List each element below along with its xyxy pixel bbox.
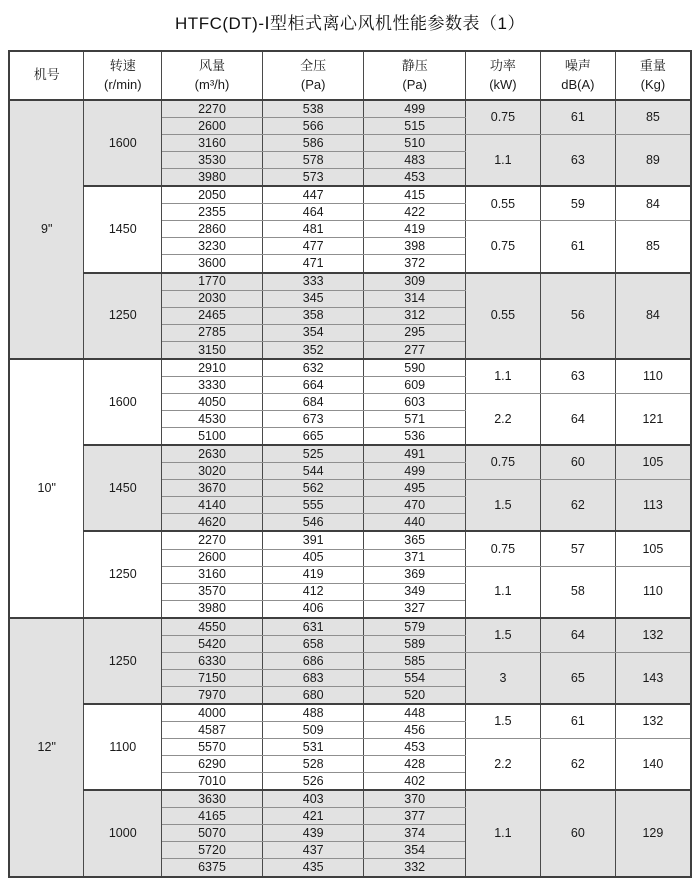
flow-cell: 2050 bbox=[162, 186, 263, 204]
speed-cell: 1450 bbox=[84, 186, 162, 272]
weight-cell: 84 bbox=[615, 186, 691, 221]
col-header-label: 全压 bbox=[300, 58, 327, 74]
total-pressure-cell: 405 bbox=[262, 549, 364, 566]
flow-cell: 3160 bbox=[162, 566, 263, 583]
total-pressure-cell: 546 bbox=[262, 514, 364, 532]
flow-cell: 4165 bbox=[162, 808, 263, 825]
total-pressure-cell: 632 bbox=[262, 359, 364, 377]
table-body bbox=[9, 100, 691, 877]
noise-cell: 58 bbox=[540, 566, 615, 618]
total-pressure-cell: 421 bbox=[262, 808, 364, 825]
power-cell: 1.1 bbox=[465, 135, 540, 187]
total-pressure-cell: 412 bbox=[262, 583, 364, 600]
static-pressure-cell: 515 bbox=[364, 118, 466, 135]
weight-cell: 110 bbox=[615, 566, 691, 618]
speed-cell: 1250 bbox=[84, 273, 162, 359]
performance-table bbox=[8, 50, 692, 878]
static-pressure-cell: 332 bbox=[364, 859, 466, 877]
col-header-4 bbox=[364, 51, 466, 100]
weight-cell: 129 bbox=[615, 790, 691, 877]
static-pressure-cell: 354 bbox=[364, 842, 466, 859]
noise-cell: 59 bbox=[540, 186, 615, 221]
total-pressure-cell: 528 bbox=[262, 756, 364, 773]
noise-cell: 62 bbox=[540, 739, 615, 791]
total-pressure-cell: 439 bbox=[262, 825, 364, 842]
power-cell: 0.75 bbox=[465, 221, 540, 273]
weight-cell: 143 bbox=[615, 652, 691, 704]
speed-cell: 1600 bbox=[84, 359, 162, 445]
flow-cell: 3160 bbox=[162, 135, 263, 152]
static-pressure-cell: 312 bbox=[364, 307, 466, 324]
table-row bbox=[9, 100, 691, 118]
power-cell: 0.75 bbox=[465, 445, 540, 480]
static-pressure-cell: 585 bbox=[364, 652, 466, 669]
total-pressure-cell: 345 bbox=[262, 290, 364, 307]
weight-cell: 121 bbox=[615, 393, 691, 445]
size-cell: 10" bbox=[9, 359, 84, 618]
power-cell: 1.1 bbox=[465, 566, 540, 618]
col-header-label: 重量 bbox=[639, 58, 666, 74]
static-pressure-cell: 428 bbox=[364, 756, 466, 773]
weight-cell: 105 bbox=[615, 531, 691, 566]
power-cell: 0.55 bbox=[465, 186, 540, 221]
total-pressure-cell: 419 bbox=[262, 566, 364, 583]
col-header-label: 机号 bbox=[33, 67, 60, 83]
static-pressure-cell: 483 bbox=[364, 152, 466, 169]
total-pressure-cell: 437 bbox=[262, 842, 364, 859]
noise-cell: 60 bbox=[540, 790, 615, 877]
col-header-label: 转速 bbox=[109, 58, 136, 74]
total-pressure-cell: 358 bbox=[262, 307, 364, 324]
total-pressure-cell: 586 bbox=[262, 135, 364, 152]
flow-cell: 3630 bbox=[162, 790, 263, 808]
total-pressure-cell: 680 bbox=[262, 686, 364, 704]
noise-cell: 57 bbox=[540, 531, 615, 566]
static-pressure-cell: 402 bbox=[364, 773, 466, 791]
table-row bbox=[9, 618, 691, 636]
noise-cell: 61 bbox=[540, 221, 615, 273]
table-header-row bbox=[9, 51, 691, 100]
static-pressure-cell: 520 bbox=[364, 686, 466, 704]
static-pressure-cell: 609 bbox=[364, 376, 466, 393]
total-pressure-cell: 391 bbox=[262, 531, 364, 549]
total-pressure-cell: 683 bbox=[262, 669, 364, 686]
noise-cell: 63 bbox=[540, 359, 615, 394]
flow-cell: 3980 bbox=[162, 600, 263, 618]
total-pressure-cell: 658 bbox=[262, 635, 364, 652]
flow-cell: 4000 bbox=[162, 704, 263, 722]
col-header-unit: (Kg) bbox=[640, 76, 666, 92]
speed-cell: 1100 bbox=[84, 704, 162, 790]
table-row bbox=[9, 359, 691, 377]
flow-cell: 6290 bbox=[162, 756, 263, 773]
power-cell: 3 bbox=[465, 652, 540, 704]
size-cell: 12" bbox=[9, 618, 84, 877]
noise-cell: 62 bbox=[540, 480, 615, 532]
col-header-unit: (Pa) bbox=[402, 76, 427, 92]
total-pressure-cell: 578 bbox=[262, 152, 364, 169]
total-pressure-cell: 526 bbox=[262, 773, 364, 791]
flow-cell: 7970 bbox=[162, 686, 263, 704]
static-pressure-cell: 372 bbox=[364, 255, 466, 273]
static-pressure-cell: 309 bbox=[364, 273, 466, 291]
speed-cell: 1000 bbox=[84, 790, 162, 877]
flow-cell: 3330 bbox=[162, 376, 263, 393]
static-pressure-cell: 371 bbox=[364, 549, 466, 566]
table-row bbox=[9, 186, 691, 204]
flow-cell: 7010 bbox=[162, 773, 263, 791]
total-pressure-cell: 488 bbox=[262, 704, 364, 722]
size-cell: 9" bbox=[9, 100, 84, 359]
flow-cell: 2270 bbox=[162, 531, 263, 549]
static-pressure-cell: 440 bbox=[364, 514, 466, 532]
noise-cell: 64 bbox=[540, 618, 615, 653]
noise-cell: 61 bbox=[540, 704, 615, 739]
flow-cell: 3980 bbox=[162, 169, 263, 187]
weight-cell: 89 bbox=[615, 135, 691, 187]
speed-cell: 1600 bbox=[84, 100, 162, 186]
static-pressure-cell: 571 bbox=[364, 410, 466, 427]
col-header-unit: (m³/h) bbox=[194, 76, 230, 92]
static-pressure-cell: 554 bbox=[364, 669, 466, 686]
col-header-label: 静压 bbox=[401, 58, 428, 74]
flow-cell: 4620 bbox=[162, 514, 263, 532]
noise-cell: 63 bbox=[540, 135, 615, 187]
total-pressure-cell: 406 bbox=[262, 600, 364, 618]
flow-cell: 2600 bbox=[162, 118, 263, 135]
total-pressure-cell: 435 bbox=[262, 859, 364, 877]
col-header-7 bbox=[615, 51, 691, 100]
total-pressure-cell: 471 bbox=[262, 255, 364, 273]
flow-cell: 4550 bbox=[162, 618, 263, 636]
flow-cell: 4530 bbox=[162, 410, 263, 427]
total-pressure-cell: 684 bbox=[262, 393, 364, 410]
page-title: HTFC(DT)-Ⅰ型柜式离心风机性能参数表（1） bbox=[175, 14, 525, 33]
total-pressure-cell: 352 bbox=[262, 341, 364, 359]
static-pressure-cell: 470 bbox=[364, 497, 466, 514]
static-pressure-cell: 370 bbox=[364, 790, 466, 808]
col-header-2 bbox=[162, 51, 263, 100]
weight-cell: 140 bbox=[615, 739, 691, 791]
flow-cell: 2270 bbox=[162, 100, 263, 118]
flow-cell: 5570 bbox=[162, 739, 263, 756]
static-pressure-cell: 327 bbox=[364, 600, 466, 618]
total-pressure-cell: 573 bbox=[262, 169, 364, 187]
total-pressure-cell: 673 bbox=[262, 410, 364, 427]
static-pressure-cell: 510 bbox=[364, 135, 466, 152]
total-pressure-cell: 333 bbox=[262, 273, 364, 291]
total-pressure-cell: 477 bbox=[262, 238, 364, 255]
flow-cell: 2465 bbox=[162, 307, 263, 324]
flow-cell: 4140 bbox=[162, 497, 263, 514]
static-pressure-cell: 495 bbox=[364, 480, 466, 497]
col-header-unit: (Pa) bbox=[300, 76, 326, 92]
table-row bbox=[9, 790, 691, 808]
total-pressure-cell: 538 bbox=[262, 100, 364, 118]
flow-cell: 2355 bbox=[162, 204, 263, 221]
flow-cell: 2600 bbox=[162, 549, 263, 566]
power-cell: 1.5 bbox=[465, 480, 540, 532]
static-pressure-cell: 277 bbox=[364, 341, 466, 359]
power-cell: 1.1 bbox=[465, 790, 540, 877]
flow-cell: 5720 bbox=[162, 842, 263, 859]
total-pressure-cell: 665 bbox=[262, 427, 364, 445]
weight-cell: 132 bbox=[615, 618, 691, 653]
flow-cell: 2030 bbox=[162, 290, 263, 307]
static-pressure-cell: 422 bbox=[364, 204, 466, 221]
noise-cell: 61 bbox=[540, 100, 615, 135]
flow-cell: 1770 bbox=[162, 273, 263, 291]
weight-cell: 113 bbox=[615, 480, 691, 532]
flow-cell: 4050 bbox=[162, 393, 263, 410]
weight-cell: 132 bbox=[615, 704, 691, 739]
total-pressure-cell: 354 bbox=[262, 324, 364, 341]
flow-cell: 3530 bbox=[162, 152, 263, 169]
noise-cell: 56 bbox=[540, 273, 615, 359]
power-cell: 2.2 bbox=[465, 739, 540, 791]
col-header-0 bbox=[9, 51, 84, 100]
flow-cell: 3020 bbox=[162, 463, 263, 480]
weight-cell: 110 bbox=[615, 359, 691, 394]
flow-cell: 2910 bbox=[162, 359, 263, 377]
flow-cell: 6330 bbox=[162, 652, 263, 669]
noise-cell: 64 bbox=[540, 393, 615, 445]
col-header-label: 噪声 bbox=[564, 58, 591, 74]
col-header-3 bbox=[262, 51, 364, 100]
static-pressure-cell: 374 bbox=[364, 825, 466, 842]
weight-cell: 84 bbox=[615, 273, 691, 359]
weight-cell: 105 bbox=[615, 445, 691, 480]
flow-cell: 3670 bbox=[162, 480, 263, 497]
static-pressure-cell: 491 bbox=[364, 445, 466, 463]
col-header-1 bbox=[84, 51, 162, 100]
total-pressure-cell: 544 bbox=[262, 463, 364, 480]
power-cell: 0.55 bbox=[465, 273, 540, 359]
flow-cell: 6375 bbox=[162, 859, 263, 877]
static-pressure-cell: 499 bbox=[364, 463, 466, 480]
noise-cell: 60 bbox=[540, 445, 615, 480]
col-header-unit: (kW) bbox=[489, 76, 517, 92]
flow-cell: 4587 bbox=[162, 722, 263, 739]
flow-cell: 5070 bbox=[162, 825, 263, 842]
flow-cell: 2860 bbox=[162, 221, 263, 238]
col-header-unit: dB(A) bbox=[561, 76, 595, 92]
speed-cell: 1250 bbox=[84, 531, 162, 617]
header-row bbox=[9, 51, 691, 100]
flow-cell: 2785 bbox=[162, 324, 263, 341]
static-pressure-cell: 377 bbox=[364, 808, 466, 825]
power-cell: 0.75 bbox=[465, 531, 540, 566]
flow-cell: 5100 bbox=[162, 427, 263, 445]
power-cell: 1.5 bbox=[465, 618, 540, 653]
static-pressure-cell: 579 bbox=[364, 618, 466, 636]
total-pressure-cell: 562 bbox=[262, 480, 364, 497]
power-cell: 2.2 bbox=[465, 393, 540, 445]
total-pressure-cell: 509 bbox=[262, 722, 364, 739]
total-pressure-cell: 525 bbox=[262, 445, 364, 463]
total-pressure-cell: 566 bbox=[262, 118, 364, 135]
total-pressure-cell: 481 bbox=[262, 221, 364, 238]
table-row bbox=[9, 445, 691, 463]
weight-cell: 85 bbox=[615, 100, 691, 135]
col-header-label: 功率 bbox=[489, 58, 516, 74]
total-pressure-cell: 403 bbox=[262, 790, 364, 808]
table-row bbox=[9, 704, 691, 722]
static-pressure-cell: 398 bbox=[364, 238, 466, 255]
total-pressure-cell: 631 bbox=[262, 618, 364, 636]
static-pressure-cell: 419 bbox=[364, 221, 466, 238]
power-cell: 0.75 bbox=[465, 100, 540, 135]
static-pressure-cell: 590 bbox=[364, 359, 466, 377]
flow-cell: 3230 bbox=[162, 238, 263, 255]
static-pressure-cell: 415 bbox=[364, 186, 466, 204]
weight-cell: 85 bbox=[615, 221, 691, 273]
flow-cell: 3600 bbox=[162, 255, 263, 273]
flow-cell: 2630 bbox=[162, 445, 263, 463]
col-header-5 bbox=[465, 51, 540, 100]
flow-cell: 5420 bbox=[162, 635, 263, 652]
static-pressure-cell: 349 bbox=[364, 583, 466, 600]
static-pressure-cell: 536 bbox=[364, 427, 466, 445]
static-pressure-cell: 499 bbox=[364, 100, 466, 118]
power-cell: 1.1 bbox=[465, 359, 540, 394]
col-header-label: 风量 bbox=[199, 58, 226, 74]
total-pressure-cell: 464 bbox=[262, 204, 364, 221]
total-pressure-cell: 555 bbox=[262, 497, 364, 514]
total-pressure-cell: 531 bbox=[262, 739, 364, 756]
static-pressure-cell: 448 bbox=[364, 704, 466, 722]
total-pressure-cell: 447 bbox=[262, 186, 364, 204]
speed-cell: 1450 bbox=[84, 445, 162, 531]
static-pressure-cell: 603 bbox=[364, 393, 466, 410]
col-header-6 bbox=[540, 51, 615, 100]
static-pressure-cell: 365 bbox=[364, 531, 466, 549]
table-row bbox=[9, 273, 691, 291]
static-pressure-cell: 369 bbox=[364, 566, 466, 583]
static-pressure-cell: 453 bbox=[364, 739, 466, 756]
noise-cell: 65 bbox=[540, 652, 615, 704]
static-pressure-cell: 314 bbox=[364, 290, 466, 307]
flow-cell: 3570 bbox=[162, 583, 263, 600]
total-pressure-cell: 664 bbox=[262, 376, 364, 393]
power-cell: 1.5 bbox=[465, 704, 540, 739]
col-header-unit: (r/min) bbox=[103, 76, 142, 92]
static-pressure-cell: 456 bbox=[364, 722, 466, 739]
speed-cell: 1250 bbox=[84, 618, 162, 704]
static-pressure-cell: 453 bbox=[364, 169, 466, 187]
flow-cell: 3150 bbox=[162, 341, 263, 359]
total-pressure-cell: 686 bbox=[262, 652, 364, 669]
flow-cell: 7150 bbox=[162, 669, 263, 686]
static-pressure-cell: 589 bbox=[364, 635, 466, 652]
table-row bbox=[9, 531, 691, 549]
static-pressure-cell: 295 bbox=[364, 324, 466, 341]
